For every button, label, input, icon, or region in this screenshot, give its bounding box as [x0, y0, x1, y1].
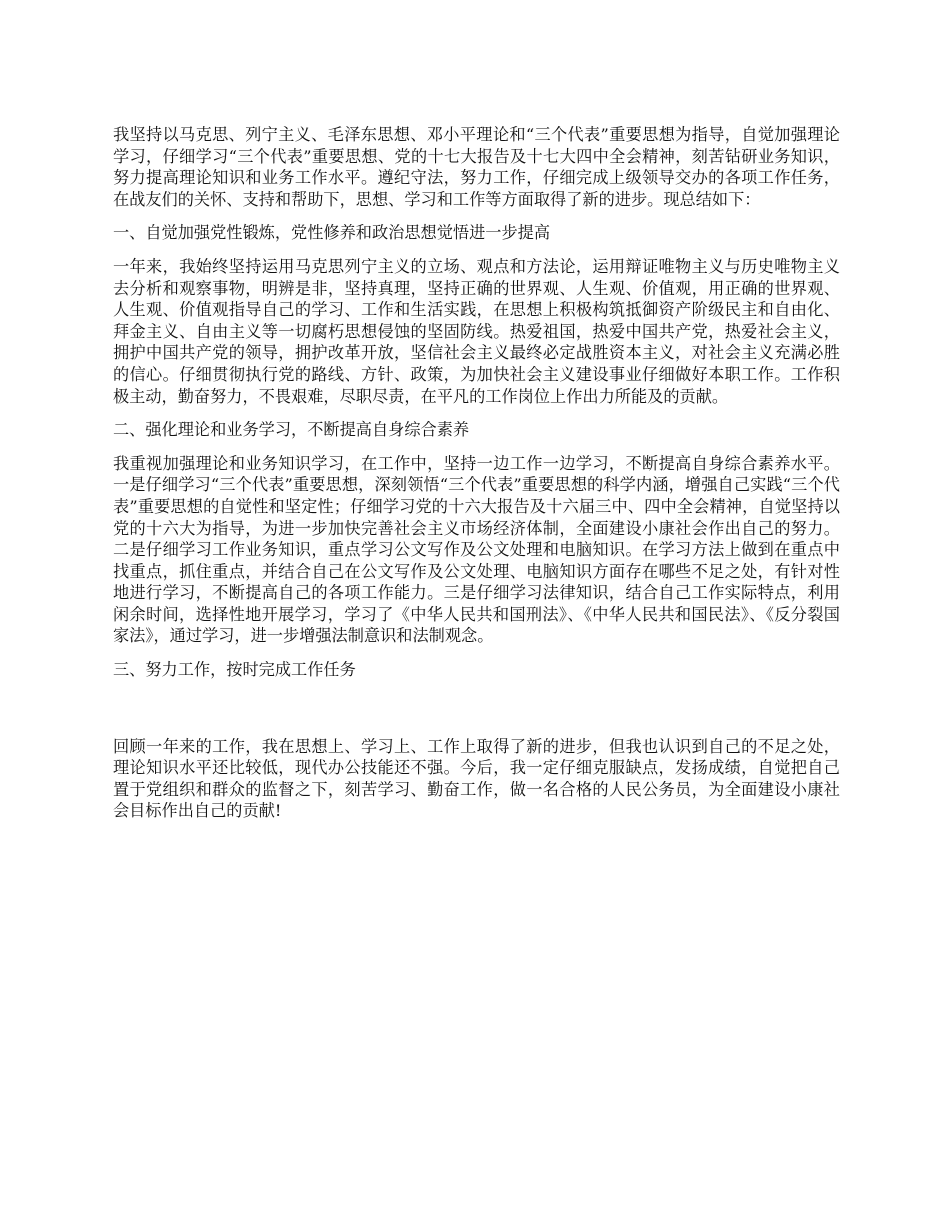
section-1-heading: 一、自觉加强党性锻炼，党性修养和政治思想觉悟进一步提高	[113, 223, 551, 243]
section-2-heading: 二、强化理论和业务学习，不断提高自身综合素养	[113, 420, 470, 440]
document-page	[113, 124, 840, 822]
section-3-heading: 三、努力工作，按时完成工作任务	[113, 660, 356, 680]
conclusion-paragraph: 回顾一年来的工作，我在思想上、学习上、工作上取得了新的进步，但我也认识到自己的不足之处，理论知识水平还比较低，现代办公技能还不强。今后，我一定仔细克服缺点，发扬成绩，自觉把自己置于党组织和群众的监督之下，刻苦学习、勤奋工作，做一名合格的人民公务员，为全面建设小康社会目标作出自己的贡献!	[113, 736, 840, 821]
section-2-paragraph: 我重视加强理论和业务知识学习，在工作中，坚持一边工作一边学习，不断提高自身综合素养水平。一是仔细学习“三个代表”重要思想，深刻领悟“三个代表”重要思想的科学内涵，增强自己实践“三个代表”重要思想的自觉性和坚定性；仔细学习党的十六大报告及十六届三中、四中全会精神，自觉坚持以党的十六大为指导，为进一步加快完善社会主义市场经济体制，全面建设小康社会作出自己的努力。二是仔细学习工作业务知识，重点学习公文写作及公文处理和电脑知识。在学习方法上做到在重点中找重点，抓住重点，并结合自己在公文写作及公文处理、电脑知识方面存在哪些不足之处，有针对性地进行学习，不断提高自己的各项工作能力。三是仔细学习法律知识，结合自己工作实际特点，利用闲余时间，选择性地开展学习，学习了《中华人民共和国刑法》、《中华人民共和国民法》、《反分裂国家法》，通过学习，进一步增强法制意识和法制观念。	[113, 453, 840, 646]
section-1-paragraph: 一年来，我始终坚持运用马克思列宁主义的立场、观点和方法论，运用辩证唯物主义与历史唯物主义去分析和观察事物，明辨是非，坚持真理，坚持正确的世界观、人生观、价值观，用正确的世界观、人生观、价值观指导自己的学习、工作和生活实践，在思想上积极构筑抵御资产阶级民主和自由化、拜金主义、自由主义等一切腐朽思想侵蚀的坚固防线。热爱祖国，热爱中国共产党，热爱社会主义，拥护中国共产党的领导，拥护改革开放，坚信社会主义最终必定战胜资本主义，对社会主义充满必胜的信心。仔细贯彻执行党的路线、方针、政策，为加快社会主义建设事业仔细做好本职工作。工作积极主动，勤奋努力，不畏艰难，尽职尽责，在平凡的工作岗位上作出力所能及的贡献。	[113, 256, 840, 406]
intro-paragraph: 我坚持以马克思、列宁主义、毛泽东思想、邓小平理论和“三个代表”重要思想为指导，自觉加强理论学习，仔细学习“三个代表”重要思想、党的十七大报告及十七大四中全会精神，刻苦钻研业务知识，努力提高理论知识和业务工作水平。遵纪守法，努力工作，仔细完成上级领导交办的各项工作任务，在战友们的关怀、支持和帮助下，思想、学习和工作等方面取得了新的进步。现总结如下：	[113, 125, 840, 209]
